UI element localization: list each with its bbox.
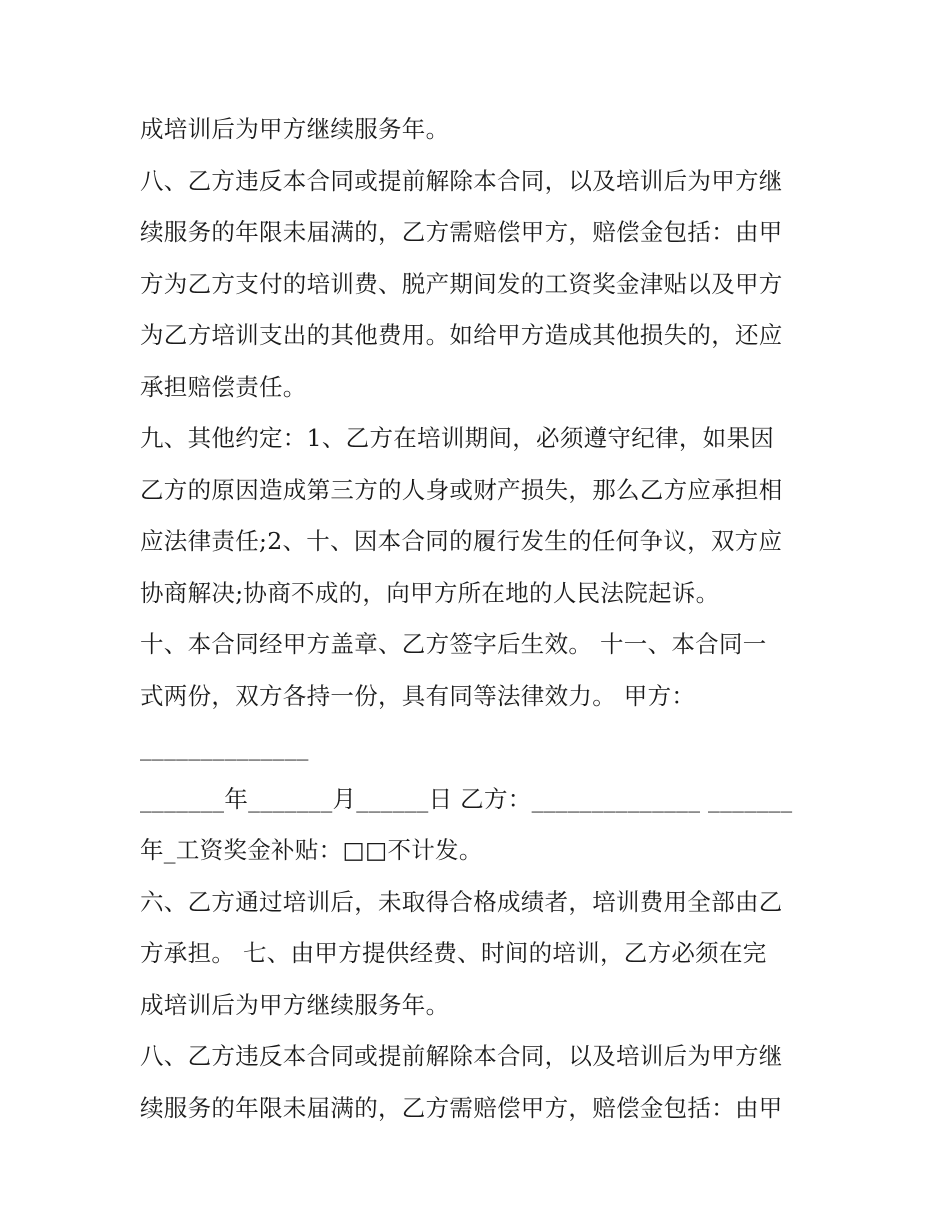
text-line: 成培训后为甲方继续服务年。 bbox=[140, 115, 450, 143]
text-line: 乙方的原因造成第三方的人身或财产损失，那么乙方应承担相 bbox=[140, 475, 783, 504]
text-line: 式两份，双方各持一份，具有同等法律效力。 甲方： bbox=[140, 681, 696, 710]
text-line: 八、乙方违反本合同或提前解除本合同，以及培训后为甲方继 bbox=[140, 1042, 783, 1070]
text-line: 九、其他约定：1、乙方在培训期间，必须遵守纪律，如果因 bbox=[140, 424, 775, 452]
text-line: 年_工资奖金补贴：□□不计发。 bbox=[140, 836, 483, 864]
text-line: 六、乙方通过培训后，未取得合格成绩者，培训费用全部由乙 bbox=[140, 887, 783, 916]
text-line: 方承担。 七、由甲方提供经费、时间的培训，乙方必须在完 bbox=[140, 939, 767, 967]
text-line: 为乙方培训支出的其他费用。如给甲方造成其他损失的，还应 bbox=[140, 321, 783, 349]
text-line: 协商解决;协商不成的，向甲方所在地的人民法院起诉。 bbox=[140, 578, 720, 607]
document-body bbox=[140, 104, 820, 1134]
text-line: 应法律责任;2、十、因本合同的履行发生的任何争议，双方应 bbox=[140, 527, 783, 555]
text-line: 十、本合同经甲方盖章、乙方签字后生效。 十一、本合同一 bbox=[140, 630, 767, 658]
signature-line: ______________ bbox=[140, 733, 309, 761]
text-line: 续服务的年限未届满的，乙方需赔偿甲方，赔偿金包括：由甲 bbox=[140, 1093, 783, 1122]
text-line: 承担赔偿责任。 bbox=[140, 372, 307, 401]
text-line: 八、乙方违反本合同或提前解除本合同，以及培训后为甲方继 bbox=[140, 166, 783, 195]
text-line: 成培训后为甲方继续服务年。 bbox=[140, 990, 450, 1019]
text-line: 方为乙方支付的培训费、脱产期间发的工资奖金津贴以及甲方 bbox=[140, 269, 783, 298]
date-signature-line: _______年_______月______日 乙方：______________ _______ bbox=[140, 784, 793, 813]
text-line: 续服务的年限未届满的，乙方需赔偿甲方，赔偿金包括：由甲 bbox=[140, 218, 783, 246]
